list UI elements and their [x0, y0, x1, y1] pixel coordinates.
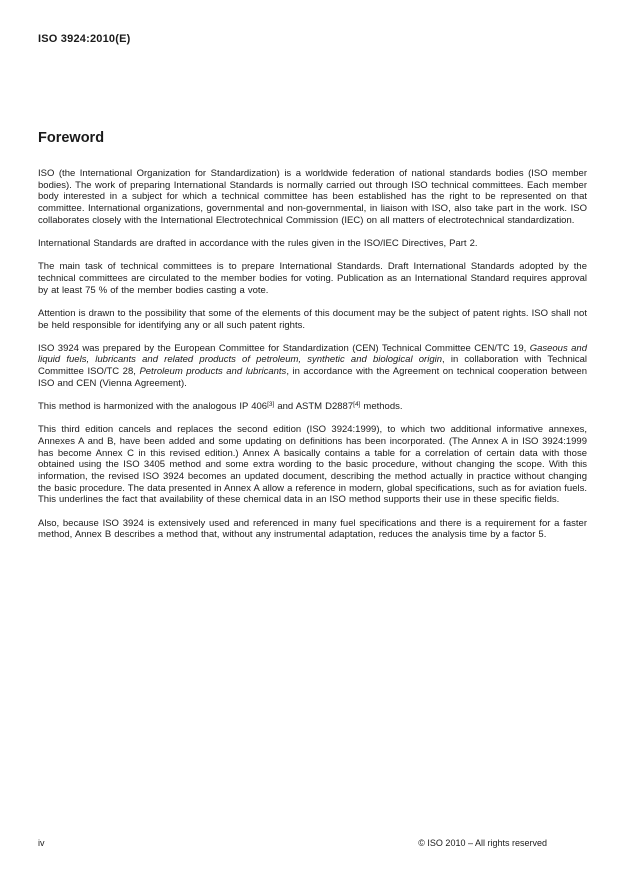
foreword-paragraph: ISO (the International Organization for Standardization) is a worldwide federation of national standards bodies (ISO member bodies). The work of preparing International Standards is normally carried out through ISO technical committees. Each member body interested in a subject for which a technical committee has been established has the right to be represented on that committee. International organizations, governmental and non-governmental, in liaison with ISO, also take part in the work. ISO collaborates closely with the International Electrotechnical Commission (IEC) on all matters of electrotechnical standardization.	[38, 168, 587, 226]
page-number: iv	[38, 838, 45, 848]
foreword-paragraph: ISO 3924 was prepared by the European Committee for Standardization (CEN) Technical Committee CEN/TC 19, Gaseous and liquid fuels, lubricants and related products of petroleum, synthetic and biological origin, in collaboration with Technical Committee ISO/TC 28, Petroleum products and lubricants, in accordance with the Agreement on technical cooperation between ISO and CEN (Vienna Agreement).	[38, 342, 587, 389]
foreword-paragraph: Also, because ISO 3924 is extensively used and referenced in many fuel specifications and there is a requirement for a faster method, Annex B describes a method that, without any instrumental adaptation, reduces the analysis time by a factor 5.	[38, 517, 587, 541]
foreword-title: Foreword	[38, 130, 105, 146]
document-reference-header: ISO 3924:2010(E)	[38, 33, 131, 45]
page-footer	[38, 838, 547, 848]
foreword-paragraph: This third edition cancels and replaces the second edition (ISO 3924:1999), to which two additional informative annexes, Annexes A and B, have been added and some updating on definitions has been incorporated. (The Annex A in ISO 3924:1999 has become Annex C in this revised edition.) Annex A basically contains a table for a correlation of certain data with those obtained using the ISO 3405 method and some extra wording to the basic procedure, without changing the scope. With this information, the revised ISO 3924 becomes an updated document, describing the method actually in practice without changing the basic procedure. The data presented in Annex A allow a reference in modern, global specifications, such as for aviation fuels. This underlines the fact that availability of these chemical data in an ISO method supports their use in these specific fields.	[38, 424, 587, 506]
copyright-notice: © ISO 2010 – All rights reserved	[418, 838, 547, 848]
foreword-paragraph: This method is harmonized with the analogous IP 406[3] and ASTM D2887[4] methods.	[38, 401, 403, 413]
foreword-paragraph: International Standards are drafted in accordance with the rules given in the ISO/IEC Directives, Part 2.	[38, 238, 478, 250]
foreword-paragraphs	[38, 168, 587, 541]
foreword-section	[38, 130, 587, 541]
foreword-paragraph: The main task of technical committees is to prepare International Standards. Draft International Standards adopted by the technical committees are circulated to the member bodies for voting. Publication as an International Standard requires approval by at least 75 % of the member bodies casting a vote.	[38, 261, 587, 296]
foreword-paragraph: Attention is drawn to the possibility that some of the elements of this document may be the subject of patent rights. ISO shall not be held responsible for identifying any or all such patent rights.	[38, 307, 587, 331]
